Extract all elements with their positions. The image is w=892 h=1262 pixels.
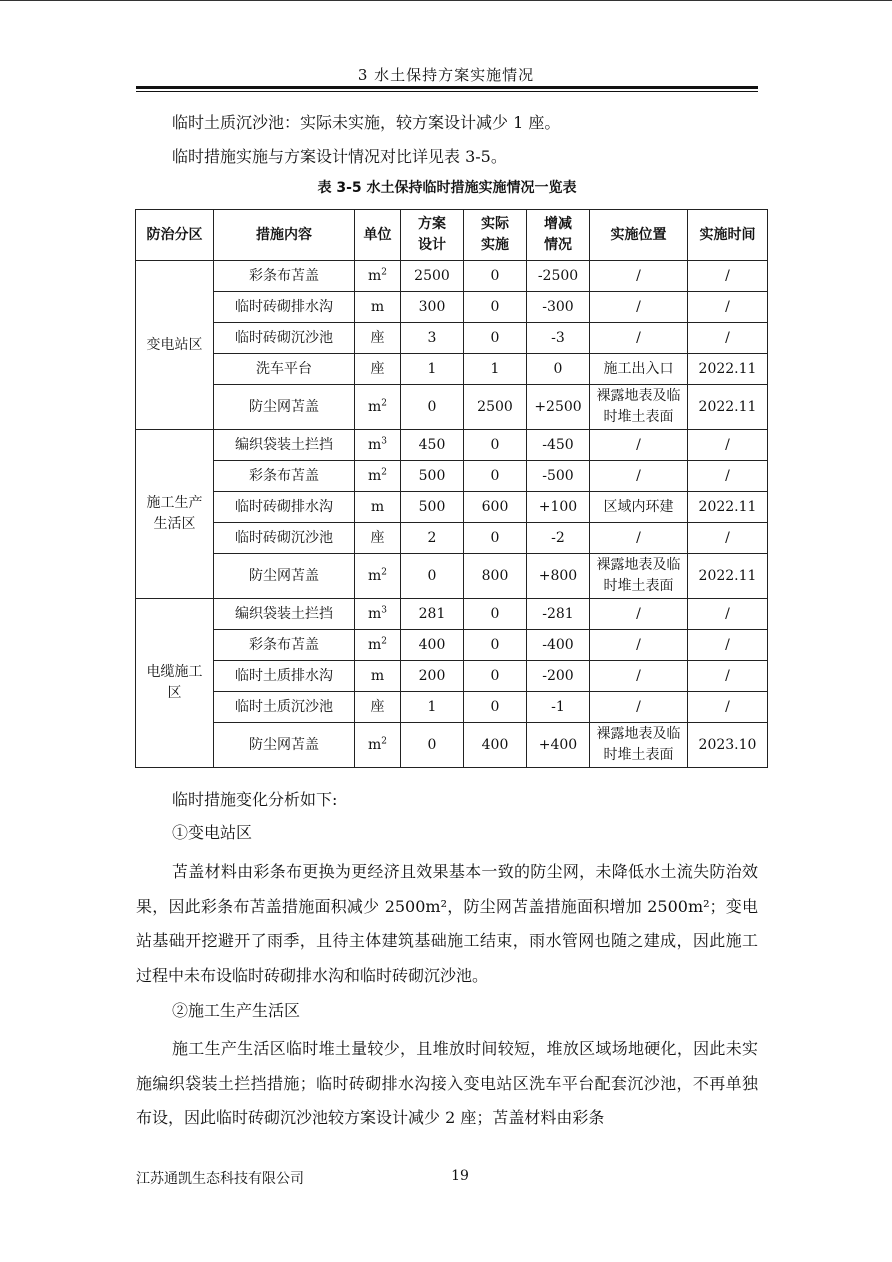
measure-cell: 洗车平台 <box>214 354 355 385</box>
table-row <box>136 385 768 430</box>
measure-cell: 临时土质沉沙池 <box>214 692 355 723</box>
table-row <box>136 630 768 661</box>
design-cell: 500 <box>401 492 464 523</box>
time-cell: / <box>688 692 768 723</box>
unit-text: 座 <box>370 529 385 546</box>
time-cell: / <box>688 461 768 492</box>
zone-cell: 施工生产生活区 <box>136 430 214 599</box>
unit-exponent: 3 <box>381 604 387 615</box>
change-cell: 0 <box>527 354 590 385</box>
analysis-intro: 临时措施变化分析如下: <box>172 790 338 809</box>
unit-cell <box>355 492 401 523</box>
unit-text: m <box>367 567 382 584</box>
measure-cell: 临时砖砌沉沙池 <box>214 323 355 354</box>
section-2-title: ②施工生产生活区 <box>172 1001 301 1020</box>
time-cell: / <box>688 323 768 354</box>
time-cell: / <box>688 261 768 292</box>
location-cell: / <box>590 261 688 292</box>
unit-text: m <box>367 436 382 453</box>
table-row <box>136 492 768 523</box>
unit-text: 座 <box>370 698 385 715</box>
unit-text: m <box>367 467 382 484</box>
actual-cell: 2500 <box>464 385 527 430</box>
measure-cell: 临时砖砌沉沙池 <box>214 523 355 554</box>
unit-cell <box>355 723 401 768</box>
top-border-line <box>0 0 892 1</box>
location-cell: / <box>590 461 688 492</box>
unit-text: m <box>367 636 382 653</box>
unit-exponent: 2 <box>381 466 387 477</box>
location-cell: / <box>590 430 688 461</box>
change-cell: -281 <box>527 599 590 630</box>
change-cell: -400 <box>527 630 590 661</box>
design-cell: 1 <box>401 354 464 385</box>
unit-cell <box>355 261 401 292</box>
change-cell: +800 <box>527 554 590 599</box>
location-cell: / <box>590 661 688 692</box>
measure-cell: 彩条布苫盖 <box>214 461 355 492</box>
time-cell: / <box>688 292 768 323</box>
measure-cell: 编织袋装土拦挡 <box>214 599 355 630</box>
location-cell: 裸露地表及临时堆土表面 <box>590 554 688 599</box>
location-cell: 裸露地表及临时堆土表面 <box>590 723 688 768</box>
unit-exponent: 2 <box>381 266 387 277</box>
actual-cell: 0 <box>464 523 527 554</box>
measure-cell: 临时砖砌排水沟 <box>214 292 355 323</box>
actual-cell: 0 <box>464 323 527 354</box>
change-cell: +400 <box>527 723 590 768</box>
actual-cell: 400 <box>464 723 527 768</box>
running-header: 3 水土保持方案实施情况 <box>357 66 535 84</box>
design-cell: 2 <box>401 523 464 554</box>
design-cell: 500 <box>401 461 464 492</box>
table-row <box>136 692 768 723</box>
actual-cell: 0 <box>464 430 527 461</box>
table-row <box>136 430 768 461</box>
header-actual: 实际 实施 <box>464 210 527 261</box>
unit-exponent: 2 <box>381 735 387 746</box>
location-cell: / <box>590 630 688 661</box>
header-unit: 单位 <box>355 210 401 261</box>
change-cell: -500 <box>527 461 590 492</box>
unit-text: 座 <box>370 329 385 346</box>
location-cell: / <box>590 692 688 723</box>
design-cell: 2500 <box>401 261 464 292</box>
change-cell: -3 <box>527 323 590 354</box>
change-cell: -2500 <box>527 261 590 292</box>
unit-cell <box>355 692 401 723</box>
actual-cell: 600 <box>464 492 527 523</box>
location-cell: / <box>590 523 688 554</box>
design-cell: 400 <box>401 630 464 661</box>
unit-cell <box>355 323 401 354</box>
unit-cell <box>355 523 401 554</box>
actual-cell: 0 <box>464 599 527 630</box>
actual-cell: 0 <box>464 261 527 292</box>
unit-text: m <box>367 267 382 284</box>
table-row <box>136 261 768 292</box>
time-cell: / <box>688 430 768 461</box>
unit-text: m <box>370 498 385 515</box>
design-cell: 0 <box>401 723 464 768</box>
unit-text: m <box>370 298 385 315</box>
location-cell: 区域内环建 <box>590 492 688 523</box>
page-number: 19 <box>451 1168 469 1184</box>
table-row <box>136 292 768 323</box>
unit-text: m <box>370 667 385 684</box>
unit-exponent: 2 <box>381 635 387 646</box>
time-cell: / <box>688 523 768 554</box>
time-cell: / <box>688 599 768 630</box>
actual-cell: 0 <box>464 292 527 323</box>
section-1-title: ①变电站区 <box>172 823 253 842</box>
design-cell: 0 <box>401 554 464 599</box>
actual-cell: 0 <box>464 661 527 692</box>
time-cell: 2023.10 <box>688 723 768 768</box>
unit-cell <box>355 385 401 430</box>
unit-cell <box>355 554 401 599</box>
zone-cell: 电缆施工区 <box>136 599 214 768</box>
time-cell: / <box>688 661 768 692</box>
unit-cell <box>355 630 401 661</box>
location-cell: / <box>590 599 688 630</box>
unit-exponent: 2 <box>381 566 387 577</box>
location-cell: / <box>590 323 688 354</box>
design-cell: 0 <box>401 385 464 430</box>
design-cell: 300 <box>401 292 464 323</box>
table-caption: 表 3-5 水土保持临时措施实施情况一览表 <box>317 180 577 196</box>
unit-exponent: 2 <box>381 397 387 408</box>
change-cell: -1 <box>527 692 590 723</box>
table-row <box>136 354 768 385</box>
location-cell: / <box>590 292 688 323</box>
change-cell: -2 <box>527 523 590 554</box>
change-cell: -450 <box>527 430 590 461</box>
unit-text: m <box>367 736 382 753</box>
table-row <box>136 461 768 492</box>
measure-cell: 编织袋装土拦挡 <box>214 430 355 461</box>
design-cell: 3 <box>401 323 464 354</box>
table-row <box>136 523 768 554</box>
change-cell: -200 <box>527 661 590 692</box>
measure-cell: 临时土质排水沟 <box>214 661 355 692</box>
header-change: 增减 情况 <box>527 210 590 261</box>
table-header-row <box>136 210 768 261</box>
table-row <box>136 661 768 692</box>
zone-cell: 变电站区 <box>136 261 214 430</box>
location-cell: 施工出入口 <box>590 354 688 385</box>
header-measure: 措施内容 <box>214 210 355 261</box>
unit-cell <box>355 354 401 385</box>
actual-cell: 0 <box>464 630 527 661</box>
unit-text: m <box>367 605 382 622</box>
measure-cell: 防尘网苫盖 <box>214 385 355 430</box>
unit-text: m <box>367 398 382 415</box>
actual-cell: 800 <box>464 554 527 599</box>
design-cell: 200 <box>401 661 464 692</box>
actual-cell: 0 <box>464 692 527 723</box>
header-time: 实施时间 <box>688 210 768 261</box>
unit-text: 座 <box>370 360 385 377</box>
design-cell: 1 <box>401 692 464 723</box>
change-cell: +100 <box>527 492 590 523</box>
header-location: 实施位置 <box>590 210 688 261</box>
time-cell: 2022.11 <box>688 554 768 599</box>
actual-cell: 0 <box>464 461 527 492</box>
time-cell: / <box>688 630 768 661</box>
change-cell: -300 <box>527 292 590 323</box>
unit-cell <box>355 661 401 692</box>
intro-paragraph-2: 临时措施实施与方案设计情况对比详见表 3-5。 <box>172 147 507 166</box>
table-row <box>136 554 768 599</box>
header-rule-thick <box>136 86 758 89</box>
footer-company: 江苏通凯生态科技有限公司 <box>136 1171 304 1187</box>
header-design: 方案 设计 <box>401 210 464 261</box>
measure-cell: 彩条布苫盖 <box>214 630 355 661</box>
location-cell: 裸露地表及临时堆土表面 <box>590 385 688 430</box>
measure-cell: 防尘网苫盖 <box>214 723 355 768</box>
unit-cell <box>355 292 401 323</box>
intro-paragraph-1: 临时土质沉沙池：实际未实施，较方案设计减少 1 座。 <box>172 113 561 132</box>
design-cell: 281 <box>401 599 464 630</box>
time-cell: 2022.11 <box>688 492 768 523</box>
header-rule-thin <box>136 91 758 92</box>
header-zone: 防治分区 <box>136 210 214 261</box>
unit-cell <box>355 430 401 461</box>
measure-cell: 临时砖砌排水沟 <box>214 492 355 523</box>
measure-cell: 彩条布苫盖 <box>214 261 355 292</box>
measures-table <box>135 209 768 768</box>
change-cell: +2500 <box>527 385 590 430</box>
unit-exponent: 3 <box>381 435 387 446</box>
time-cell: 2022.11 <box>688 385 768 430</box>
measure-cell: 防尘网苫盖 <box>214 554 355 599</box>
unit-cell <box>355 461 401 492</box>
unit-cell <box>355 599 401 630</box>
table-row <box>136 323 768 354</box>
time-cell: 2022.11 <box>688 354 768 385</box>
section-1-body: 苫盖材料由彩条布更换为更经济且效果基本一致的防尘网，未降低水土流失防治效果，因此彩条布苫盖措施面积减少 2500m²，防尘网苫盖措施面积增加 2500m²；变电站基础开挖避开了雨季，且待主体建筑基础施工结束，雨水管网也随之建成，因此施工过程中未布设临时砖砌排水沟和临时砖砌沉沙池。 <box>136 862 758 985</box>
section-2-body: 施工生产生活区临时堆土量较少，且堆放时间较短，堆放区域场地硬化，因此未实施编织袋装土拦挡措施；临时砖砌排水沟接入变电站区洗车平台配套沉沙池，不再单独布设，因此临时砖砌沉沙池较方案设计减少 2 座；苫盖材料由彩条 <box>136 1039 758 1127</box>
table-row <box>136 599 768 630</box>
actual-cell: 1 <box>464 354 527 385</box>
design-cell: 450 <box>401 430 464 461</box>
table-row <box>136 723 768 768</box>
